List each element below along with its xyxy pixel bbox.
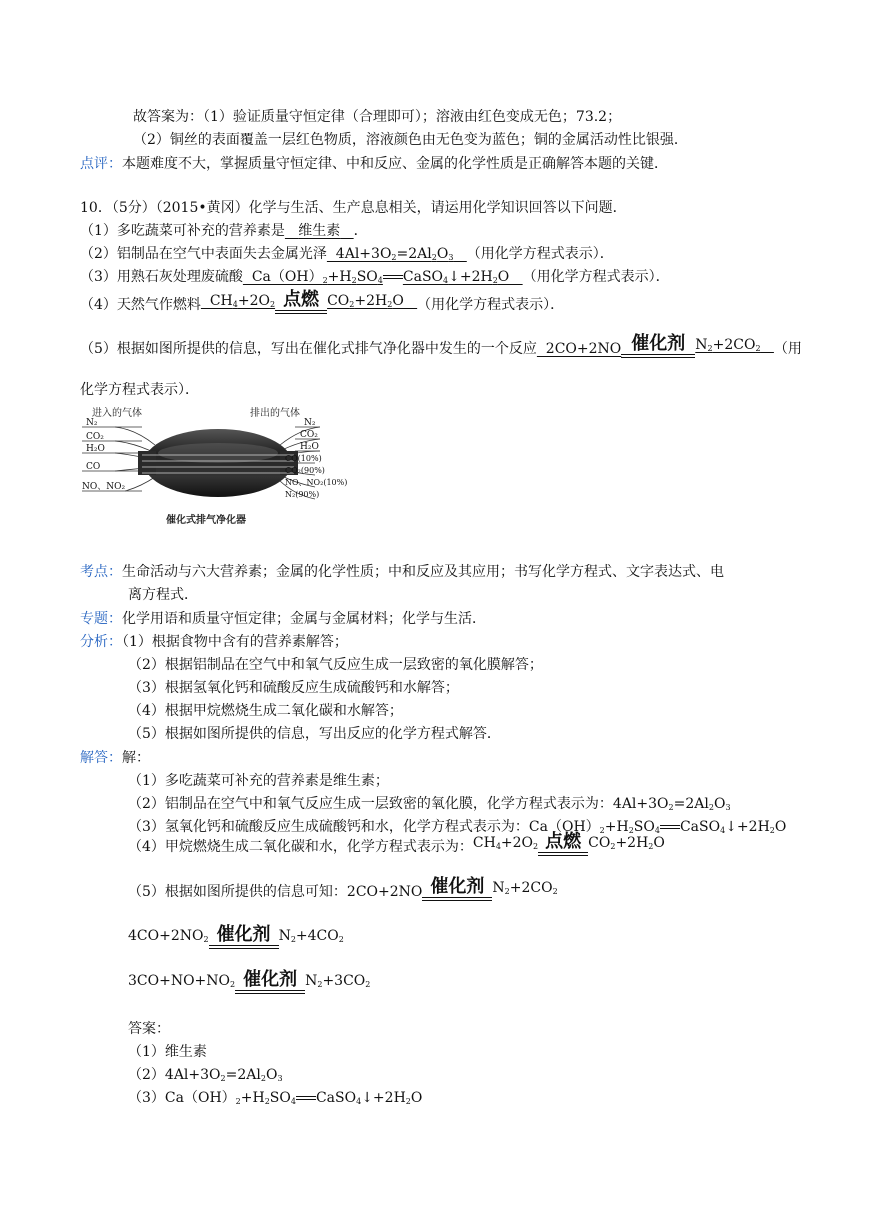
fenxi-5: （5）根据如图所提供的信息，写出反应的化学方程式解答．	[128, 726, 501, 742]
fig-in-gas-0: N₂	[86, 418, 98, 428]
q1-end: ．	[353, 223, 368, 239]
answer-2: $(2)4Al+3O_2=2Al_2O_3$	[128, 1067, 283, 1083]
q2-text: （2）铝制品在空气中表面失去金属光泽	[80, 246, 327, 262]
q2-answer: $4Al+3O_2=2Al_2O_3$	[326, 246, 454, 262]
jieda-5b: $4CO+2NO_2$ 催化剂 $N_2+4CO_2$	[128, 925, 344, 961]
q4-answer-right: $CO_2+2H_2O$	[327, 293, 418, 309]
kaodian-text-1: 生命活动与六大营养素；金属的化学性质；中和反应及其应用；书写化学方程式、文字表达式、电	[122, 564, 724, 580]
q5-condition: 催化剂	[621, 334, 695, 358]
fig-out-title: 排出的气体	[250, 408, 300, 419]
fenxi-1: （1）根据食物中含有的营养素解答；	[122, 634, 348, 650]
question-header: 10．（5分）（2015•黄冈）化学与生活、生产息息相关，请运用化学知识回答以下问题．	[80, 200, 627, 216]
fig-caption: 催化式排气净化器	[166, 515, 246, 526]
fenxi-2: （2）根据铝制品在空气中和氧气反应生成一层致密的氧化膜解答；	[128, 657, 543, 673]
answer-1: （1）维生素	[128, 1044, 207, 1060]
fenxi-4: （4）根据甲烷燃烧生成二氧化碳和水解答；	[128, 703, 403, 719]
question-2	[80, 245, 614, 267]
fig-out-gas-0: N₂	[304, 418, 316, 428]
question-4	[80, 290, 564, 326]
jieda-1: （1）多吃蔬菜可补充的营养素是维生素；	[128, 773, 389, 789]
jieda-4-condition: 点燃	[538, 832, 588, 856]
comment-text: 本题难度不大，掌握质量守恒定律、中和反应、金属的化学性质是正确解答本题的关键．	[122, 156, 668, 172]
fig-out-gas-3: CO(10%)	[285, 454, 322, 463]
kaodian-text-2: 离方程式．	[128, 587, 198, 603]
q4-text: （4）天然气作燃料	[80, 297, 201, 313]
jieda-4-text: （4）甲烷燃烧生成二氧化碳和水，化学方程式表示为：	[128, 839, 473, 855]
zhuanti-label: 专题：	[80, 611, 122, 627]
fenxi-3: （3）根据氢氧化钙和硫酸反应生成硫酸钙和水解答；	[128, 680, 459, 696]
catalytic-converter-figure	[80, 405, 362, 533]
jieda-5c-condition: 催化剂	[235, 970, 305, 994]
question-5	[80, 334, 802, 370]
fig-out-gas-2: H₂O	[300, 442, 319, 452]
question-5-cont: 化学方程式表示）．	[80, 382, 199, 398]
zhuanti	[80, 610, 486, 628]
q1-answer	[285, 223, 354, 239]
jieda-5b-condition: 催化剂	[209, 925, 279, 949]
jieda-5-text: （5）根据如图所提供的信息可知：	[128, 884, 347, 900]
q4-answer-left: $CH_4+2O_2$	[200, 293, 276, 309]
q4-condition: 点燃	[275, 290, 327, 314]
q1-text: （1）多吃蔬菜可补充的营养素是	[80, 223, 285, 239]
jieda-2-text: （2）铝制品在空气中和氧气反应生成一层致密的氧化膜，化学方程式表示为：	[128, 796, 613, 812]
prev-answer-line1: 故答案为：（1）验证质量守恒定律（合理即可）；溶液由红色变成无色；73.2；	[133, 109, 622, 125]
q5-answer-left: 2CO+2NO	[536, 341, 622, 357]
fig-in-title: 进入的气体	[92, 408, 142, 419]
jieda-5c: $3CO+NO+NO_2$ 催化剂 $N_2+3CO_2$	[128, 970, 370, 1006]
fenxi	[80, 633, 348, 651]
q4-end: （用化学方程式表示）．	[417, 297, 565, 313]
fenxi-label: 分析：	[80, 634, 122, 650]
question-1	[80, 222, 368, 240]
q1-answer-text: 维生素	[298, 223, 341, 239]
answer-label: 答案：	[128, 1021, 170, 1037]
fig-out-gas-4: CO₂(90%)	[285, 466, 325, 475]
fig-in-gas-2: H₂O	[86, 444, 105, 454]
jieda	[80, 749, 150, 767]
jieda-5: （5）根据如图所提供的信息可知：2CO+2NO 催化剂 $N_2+2CO_2$	[128, 876, 558, 900]
fig-in-gas-4: NO、NO₂	[82, 482, 126, 492]
q5-end: （用	[773, 341, 802, 357]
fig-out-gas-5: NO、NO₂(10%)	[285, 478, 348, 487]
prev-comment	[80, 155, 668, 173]
jieda-4: （4）甲烷燃烧生成二氧化碳和水，化学方程式表示为：$CH_4+2O_2$ 点燃 $CO_2+2H_2O$	[128, 831, 665, 855]
fig-in-gas-3: CO	[86, 462, 101, 472]
jieda-5-condition: 催化剂	[422, 877, 492, 901]
answer-3: $(3)Ca(OH)_2+H_2SO_4$ $CaSO_4↓+2H_2O$	[128, 1090, 423, 1106]
jieda-intro: 解：	[122, 750, 150, 766]
fig-in-gas-1: CO₂	[86, 432, 104, 442]
jieda-2: （2）铝制品在空气中和氧气反应生成一层致密的氧化膜，化学方程式表示为：$4Al+3O_2=2Al_2O_3$	[128, 796, 731, 812]
fig-out-gas-6: N₂(90%)	[285, 490, 320, 499]
kaodian-label: 考点：	[80, 564, 122, 580]
fig-out-gas-1: CO₂	[300, 430, 318, 440]
kaodian	[80, 563, 724, 581]
q3-answer: $Ca(OH)_2+H_2SO_4$ $CaSO_4↓+2H_2O$	[242, 269, 523, 285]
q5-answer-right: $N_2+2CO_2$	[695, 337, 761, 353]
zhuanti-text: 化学用语和质量守恒定律；金属与金属材料；化学与生活．	[122, 611, 486, 627]
question-3	[80, 268, 670, 290]
jieda-label: 解答：	[80, 750, 122, 766]
jieda-3: （3）氢氧化钙和硫酸反应生成硫酸钙和水，化学方程式表示为：$Ca(OH)_2+H_2SO_4$ $CaSO_4↓+2H_2O$	[128, 819, 787, 835]
prev-answer-line2: （2）铜丝的表面覆盖一层红色物质，溶液颜色由无色变为蓝色；铜的金属活动性比银强．	[133, 132, 688, 148]
q3-text: （3）用熟石灰处理废硫酸	[80, 269, 243, 285]
comment-label: 点评：	[80, 156, 122, 172]
jieda-3-text: （3）氢氧化钙和硫酸反应生成硫酸钙和水，化学方程式表示为：	[128, 819, 529, 835]
q3-end: （用化学方程式表示）．	[522, 269, 670, 285]
q5-text: （5）根据如图所提供的信息，写出在催化式排气净化器中发生的一个反应	[80, 341, 537, 357]
q2-end: （用化学方程式表示）．	[466, 246, 614, 262]
